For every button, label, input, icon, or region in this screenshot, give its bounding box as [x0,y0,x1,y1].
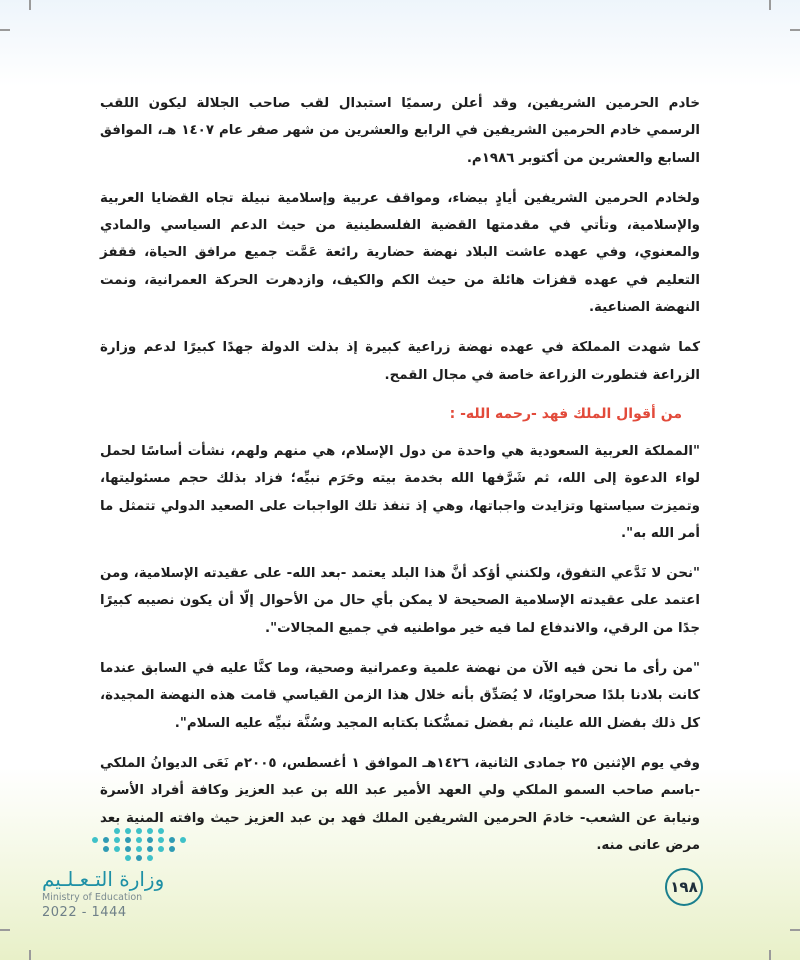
logo-english-name: Ministry of Education [42,892,143,903]
crop-mark-top-left-v [29,0,31,10]
logo-arabic-name: وزارة التـعـلـيم [42,867,165,891]
logo-dots-icon [92,828,192,861]
crop-mark-bottom-right [790,929,800,931]
crop-mark-top-right [790,29,800,31]
page-content [100,90,700,872]
quote-2: "نحن لا نَدَّعي التفوق، ولكنني أؤكد أنَّ هذا البلد يعتمد -بعد الله- على عقيدته الإسلامية، ومن اعتمد على عقيدته الإسلامية الصحيحة لا يمكن بأي حال من الأحوال إلّا أن يكون نصيبه كبيرًا جدًا من الرقي، والاندفاع لما فيه خير مواطنيه في جميع المجالات". [100,566,700,636]
paragraph-closing: وفي يوم الإثنين ٢٥ جمادى الثانية، ١٤٢٦هـ الموافق ١ أغسطس، ٢٠٠٥م نَعَى الديوانُ الملكي -باسم صاحب السمو الملكي ولي العهد الأمير عبد الله بن عبد العزيز وكافة أفراد الأسرة ونيابة عن الشعب- خادمَ الحرمين الشريفين الملك فهد بن عبد العزيز حيث وافته المنية بعد مرض عانى منه. [100,755,700,853]
crop-mark-bottom-right-v [769,950,771,960]
quotes-heading: من أقوال الملك فهد -رحمه الله- : [449,405,682,422]
crop-mark-top-right-v [769,0,771,10]
quote-3: "من رأى ما نحن فيه الآن من نهضة علمية وعمرانية وصحية، وما كنَّا عليه في السابق عندما كانت بلادنا بلدًا صحراويًا، لا يُصَدِّق بأنه خلال هذا الزمن القياسي قامت هذه النهضة المجيدة، كل ذلك بفضل الله علينا، ثم بفضل تمسُّكنا بكتابه المجيد وسُنَّة نبيِّه عليه السلام". [100,661,700,731]
quote-1: "المملكة العربية السعودية هي واحدة من دول الإسلام، هي منهم ولهم، نشأت أساسًا لحمل لواء الدعوة إلى الله، ثم شَرَّفها الله بخدمة بيته وحَرَم نبيِّه؛ فزاد بذلك حجم مسئوليتها، وتميزت سياستها وتزايدت واجباتها، وهي إذ تنفذ تلك الواجبات على الصعيد الدولي تتمثل ما أمر الله به". [100,443,700,541]
paragraph-agriculture: كما شهدت المملكة في عهده نهضة زراعية كبيرة إذ بذلت الدولة جهدًا كبيرًا لدعم وزارة الزراعة فتطورت الزراعة خاصة في مجال القمح. [100,340,700,383]
logo-year: 2022 - 1444 [42,905,127,920]
ministry-logo [42,828,192,920]
paragraph-title-change: خادم الحرمين الشريفين، وقد أعلن رسميًا استبدال لقب صاحب الجلالة ليكون اللقب الرسمي خادم الحرمين الشريفين في الرابع والعشرين من شهر صفر عام ١٤٠٧ هـ، الموافق السابع والعشرين من أكتوبر ١٩٨٦م. [100,96,700,166]
paragraph-achievements: ولخادم الحرمين الشريفين أيادٍ بيضاء، ومواقف عربية وإسلامية نبيلة تجاه القضايا العربية والإسلامية، وتأتي في مقدمتها القضية الفلسطينية من حيث الدعم السياسي والمادي والمعنوي، وفي عهده عاشت البلاد نهضة حضارية رائعة عَمَّت جميع مرافق الحياة، فقفز التعليم في عهده قفزات هائلة من حيث الكم والكيف، وازدهرت الحركة العمرانية، ونمت النهضة الصناعية. [100,190,700,316]
crop-mark-bottom-left [0,929,10,931]
crop-mark-top-left [0,29,10,31]
crop-mark-bottom-left-v [29,950,31,960]
page-number: ١٩٨ [665,868,703,906]
